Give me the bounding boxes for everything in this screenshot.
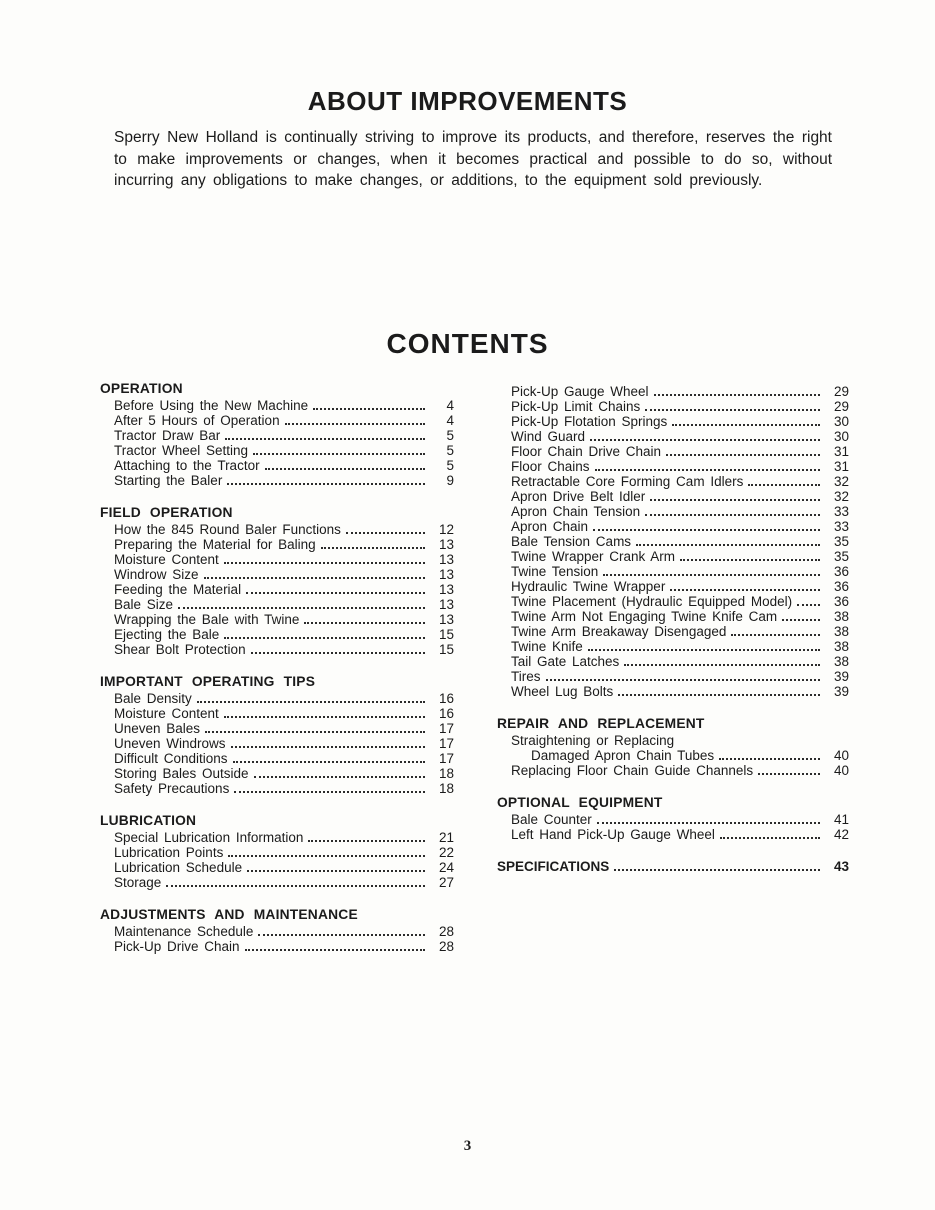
toc-entry — [100, 845, 454, 860]
toc-entry-page: 13 — [438, 552, 454, 567]
dot-leader — [321, 547, 425, 549]
toc-entry — [497, 763, 849, 778]
toc-entry — [497, 812, 849, 827]
toc-entry-page: 5 — [446, 428, 454, 443]
toc-left-column — [100, 381, 454, 954]
dot-leader — [680, 559, 820, 561]
toc-section-heading: IMPORTANT OPERATING TIPS — [100, 674, 316, 689]
dot-leader — [666, 454, 820, 456]
toc-entry-page: 16 — [438, 706, 454, 721]
toc-entry-label: Uneven Bales — [114, 721, 201, 736]
toc-entry — [100, 924, 454, 939]
toc-entry-label: Attaching to the Tractor — [114, 458, 260, 473]
toc-entry — [497, 654, 849, 669]
dot-leader — [595, 469, 820, 471]
toc-entry-page: 39 — [833, 684, 849, 699]
toc-entry-page: 9 — [446, 473, 454, 488]
toc-entry-page: 21 — [438, 830, 454, 845]
toc-entry-label: Before Using the New Machine — [114, 398, 309, 413]
toc-entry-label: Wrapping the Bale with Twine — [114, 612, 300, 627]
toc-entry-label: Straightening or Replacing — [511, 733, 675, 748]
contents-title: CONTENTS — [386, 328, 549, 359]
page-number: 3 — [463, 1138, 472, 1154]
dot-leader — [204, 577, 425, 579]
toc-entry — [497, 669, 849, 684]
toc-entry — [497, 639, 849, 654]
toc-entry-label: Twine Tension — [511, 564, 599, 579]
toc-entry-page: 31 — [833, 444, 849, 459]
toc-section — [100, 381, 454, 488]
toc-entry-page: 32 — [833, 489, 849, 504]
toc-entry — [497, 444, 849, 459]
toc-entry — [100, 627, 454, 642]
dot-leader — [720, 837, 820, 839]
toc-entry-label: Tail Gate Latches — [511, 654, 620, 669]
dot-leader — [614, 869, 820, 871]
toc-entry-page: 15 — [438, 627, 454, 642]
toc-entry-page: 38 — [833, 609, 849, 624]
toc-entry — [100, 612, 454, 627]
dot-leader — [251, 652, 425, 654]
toc-entry-label: Twine Arm Breakaway Disengaged — [511, 624, 727, 639]
toc-entry — [100, 642, 454, 657]
dot-leader — [618, 694, 820, 696]
toc-entry — [100, 766, 454, 781]
dot-leader — [670, 589, 820, 591]
toc-entry-page: 17 — [438, 721, 454, 736]
toc-entry — [100, 860, 454, 875]
about-improvements-title: ABOUT IMPROVEMENTS — [307, 86, 628, 116]
toc-entry-page: 17 — [438, 736, 454, 751]
toc-entry-label: Maintenance Schedule — [114, 924, 254, 939]
toc-entry-page: 28 — [438, 939, 454, 954]
toc-entry-label: Storing Bales Outside — [114, 766, 249, 781]
toc-entry — [100, 567, 454, 582]
toc-entry-label: Tractor Draw Bar — [114, 428, 221, 443]
toc-entry-label: Apron Chain Tension — [511, 504, 641, 519]
toc-section — [497, 384, 849, 699]
toc-entry-label: Lubrication Schedule — [114, 860, 243, 875]
dot-leader — [313, 408, 425, 410]
toc-entry-page: 35 — [833, 549, 849, 564]
toc-entry-page: 27 — [438, 875, 454, 890]
toc-section-heading: OPERATION — [100, 381, 183, 396]
toc-entry — [497, 609, 849, 624]
toc-entry — [497, 459, 849, 474]
toc-section — [100, 813, 454, 890]
dot-leader — [719, 758, 820, 760]
dot-leader — [603, 574, 820, 576]
dot-leader — [797, 604, 820, 606]
toc-entry — [497, 624, 849, 639]
toc-section — [497, 859, 849, 874]
toc-entry — [100, 537, 454, 552]
toc-entry-label: Ejecting the Bale — [114, 627, 220, 642]
toc-entry — [497, 827, 849, 842]
toc-entry — [100, 691, 454, 706]
toc-section-heading: REPAIR AND REPLACEMENT — [497, 716, 705, 731]
toc-section — [497, 795, 849, 842]
toc-entry-label: Special Lubrication Information — [114, 830, 304, 845]
dot-leader — [233, 761, 425, 763]
dot-leader — [782, 619, 820, 621]
about-improvements-paragraph: Sperry New Holland is continually striving to improve its products, and therefore, reserves the right to make improvements or changes, when it becomes practical and possible to do so, without incurring any obligations to make changes, or additions, to the equipment sold previously. — [114, 129, 832, 189]
dot-leader — [645, 409, 820, 411]
toc-entry-page: 17 — [438, 751, 454, 766]
dot-leader — [246, 592, 425, 594]
toc-entry — [100, 597, 454, 612]
dot-leader — [624, 664, 820, 666]
toc-section — [100, 907, 454, 954]
dot-leader — [205, 731, 425, 733]
toc-entry — [100, 522, 454, 537]
toc-entry-page: 29 — [833, 384, 849, 399]
toc-entry-label: Twine Knife — [511, 639, 583, 654]
dot-leader — [254, 776, 425, 778]
toc-entry-page: 4 — [446, 413, 454, 428]
toc-entry-label: Moisture Content — [114, 552, 219, 567]
toc-entry-label: Windrow Size — [114, 567, 199, 582]
toc-entry-page: 18 — [438, 766, 454, 781]
toc-entry — [497, 414, 849, 429]
toc-entry-page: 30 — [833, 414, 849, 429]
dot-leader — [597, 822, 820, 824]
dot-leader — [593, 529, 820, 531]
toc-entry-page: 28 — [438, 924, 454, 939]
toc-entry-label: Pick-Up Drive Chain — [114, 939, 240, 954]
toc-entry-label: Replacing Floor Chain Guide Channels — [511, 763, 754, 778]
toc-heading-label: SPECIFICATIONS — [497, 859, 610, 874]
dot-leader — [178, 607, 425, 609]
toc-entry — [100, 443, 454, 458]
toc-entry-label: Difficult Conditions — [114, 751, 228, 766]
toc-entry — [100, 939, 454, 954]
toc-entry-page: 40 — [833, 763, 849, 778]
dot-leader — [224, 716, 425, 718]
toc-entry-label: Damaged Apron Chain Tubes — [531, 748, 715, 763]
dot-leader — [304, 622, 425, 624]
toc-entry-page: 42 — [833, 827, 849, 842]
toc-entry-page: 24 — [438, 860, 454, 875]
toc-entry-label: Wind Guard — [511, 429, 586, 444]
toc-entry — [497, 384, 849, 399]
dot-leader — [758, 773, 820, 775]
dot-leader — [231, 746, 425, 748]
toc-entry — [497, 519, 849, 534]
toc-entry-page: 13 — [438, 612, 454, 627]
toc-entry — [100, 736, 454, 751]
dot-leader — [546, 679, 821, 681]
toc-entry — [100, 552, 454, 567]
toc-section — [100, 505, 454, 657]
toc-section-heading: FIELD OPERATION — [100, 505, 233, 520]
dot-leader — [285, 423, 425, 425]
toc-entry-label: Apron Drive Belt Idler — [511, 489, 646, 504]
dot-leader — [748, 484, 820, 486]
toc-entry-label: Floor Chains — [511, 459, 590, 474]
toc-entry-label: Twine Wrapper Crank Arm — [511, 549, 676, 564]
toc-entry-page: 30 — [833, 429, 849, 444]
toc-entry — [100, 458, 454, 473]
toc-entry — [497, 474, 849, 489]
toc-entry — [497, 684, 849, 699]
toc-entry — [497, 504, 849, 519]
toc-entry-page: 16 — [438, 691, 454, 706]
dot-leader — [645, 514, 820, 516]
toc-entry-label: Floor Chain Drive Chain — [511, 444, 662, 459]
toc-entry-page: 39 — [833, 669, 849, 684]
toc-entry-page: 29 — [833, 399, 849, 414]
dot-leader — [253, 453, 425, 455]
dot-leader — [224, 637, 425, 639]
toc-entry-label: Retractable Core Forming Cam Idlers — [511, 474, 744, 489]
toc-entry-page: 13 — [438, 582, 454, 597]
toc-entry-label: Twine Arm Not Engaging Twine Knife Cam — [511, 609, 778, 624]
toc-entry-label: Shear Bolt Protection — [114, 642, 246, 657]
toc-entry-page: 43 — [833, 859, 849, 874]
dot-leader — [247, 870, 425, 872]
toc-entry-page: 13 — [438, 567, 454, 582]
toc-entry-label: Lubrication Points — [114, 845, 224, 860]
toc-entry-label: Tractor Wheel Setting — [114, 443, 249, 458]
dot-leader — [197, 701, 425, 703]
toc-entry-page: 38 — [833, 654, 849, 669]
dot-leader — [234, 791, 425, 793]
toc-entry-label: Twine Placement (Hydraulic Equipped Model) — [511, 594, 793, 609]
toc-entry-page: 5 — [446, 458, 454, 473]
toc-entry-label: Bale Tension Cams — [511, 534, 632, 549]
toc-right-column — [497, 384, 849, 874]
toc-entry — [497, 399, 849, 414]
toc-entry-label: How the 845 Round Baler Functions — [114, 522, 341, 537]
toc-entry-label: Safety Precautions — [114, 781, 230, 796]
dot-leader — [636, 544, 820, 546]
toc-entry — [497, 594, 849, 609]
toc-entry — [497, 549, 849, 564]
dot-leader — [308, 840, 425, 842]
toc-section — [497, 716, 849, 778]
toc-entry-page: 4 — [446, 398, 454, 413]
toc-entry — [100, 875, 454, 890]
dot-leader — [654, 394, 820, 396]
toc-entry-page: 15 — [438, 642, 454, 657]
dot-leader — [224, 562, 425, 564]
dot-leader — [672, 424, 820, 426]
toc-entry — [100, 473, 454, 488]
toc-entry — [497, 534, 849, 549]
toc-entry — [100, 428, 454, 443]
toc-entry — [100, 582, 454, 597]
dot-leader — [166, 885, 425, 887]
toc-entry — [497, 579, 849, 594]
toc-section-heading — [497, 859, 849, 874]
toc-entry-label: Storage — [114, 875, 162, 890]
toc-entry-page: 40 — [833, 748, 849, 763]
toc-entry — [100, 721, 454, 736]
toc-entry-page: 33 — [833, 519, 849, 534]
toc-entry-label: Bale Size — [114, 597, 174, 612]
dot-leader — [590, 439, 820, 441]
toc-entry — [497, 748, 849, 763]
toc-entry — [100, 413, 454, 428]
toc-section-heading: ADJUSTMENTS AND MAINTENANCE — [100, 907, 358, 922]
toc-entry-page: 31 — [833, 459, 849, 474]
toc-entry-label: Pick-Up Flotation Springs — [511, 414, 668, 429]
toc-entry-label: Pick-Up Gauge Wheel — [511, 384, 649, 399]
dot-leader — [346, 532, 425, 534]
toc-entry-page: 36 — [833, 579, 849, 594]
toc-entry-label: Starting the Baler — [114, 473, 223, 488]
toc-entry-label: Bale Density — [114, 691, 192, 706]
toc-entry — [100, 398, 454, 413]
dot-leader — [588, 649, 820, 651]
toc-entry-label: Wheel Lug Bolts — [511, 684, 614, 699]
toc-entry-page: 12 — [438, 522, 454, 537]
toc-section — [100, 674, 454, 796]
dot-leader — [258, 934, 425, 936]
toc-entry-label: Pick-Up Limit Chains — [511, 399, 641, 414]
toc-section-heading: OPTIONAL EQUIPMENT — [497, 795, 663, 810]
toc-entry-page: 22 — [438, 845, 454, 860]
toc-entry-page: 13 — [438, 597, 454, 612]
toc-entry-page: 36 — [833, 594, 849, 609]
toc-entry-page: 38 — [833, 624, 849, 639]
toc-entry-page: 13 — [438, 537, 454, 552]
dot-leader — [265, 468, 425, 470]
toc-entry-label: Uneven Windrows — [114, 736, 226, 751]
dot-leader — [227, 483, 425, 485]
toc-entry-label: Bale Counter — [511, 812, 592, 827]
toc-entry-label: After 5 Hours of Operation — [114, 413, 280, 428]
toc-entry — [100, 781, 454, 796]
toc-entry-label: Feeding the Material — [114, 582, 242, 597]
dot-leader — [228, 855, 425, 857]
toc-entry-label: Tires — [511, 669, 541, 684]
toc-entry — [497, 564, 849, 579]
toc-entry-page: 38 — [833, 639, 849, 654]
toc-entry-page: 5 — [446, 443, 454, 458]
toc-entry — [100, 830, 454, 845]
dot-leader — [650, 499, 820, 501]
toc-entry-label: Preparing the Material for Baling — [114, 537, 316, 552]
toc-entry-label: Apron Chain — [511, 519, 589, 534]
toc-entry-label: Hydraulic Twine Wrapper — [511, 579, 666, 594]
dot-leader — [245, 949, 425, 951]
toc-entry-page: 36 — [833, 564, 849, 579]
toc-entry-page: 41 — [833, 812, 849, 827]
toc-entry — [100, 706, 454, 721]
toc-section-heading: LUBRICATION — [100, 813, 197, 828]
toc-entry-page: 33 — [833, 504, 849, 519]
toc-entry-page: 35 — [833, 534, 849, 549]
dot-leader — [731, 634, 820, 636]
toc-entry-label: Moisture Content — [114, 706, 219, 721]
toc-entry — [100, 751, 454, 766]
toc-entry-page: 32 — [833, 474, 849, 489]
toc-entry — [497, 733, 849, 748]
toc-entry — [497, 489, 849, 504]
toc-entry — [497, 429, 849, 444]
dot-leader — [225, 438, 425, 440]
toc-entry-page: 18 — [438, 781, 454, 796]
toc-entry-label: Left Hand Pick-Up Gauge Wheel — [511, 827, 715, 842]
